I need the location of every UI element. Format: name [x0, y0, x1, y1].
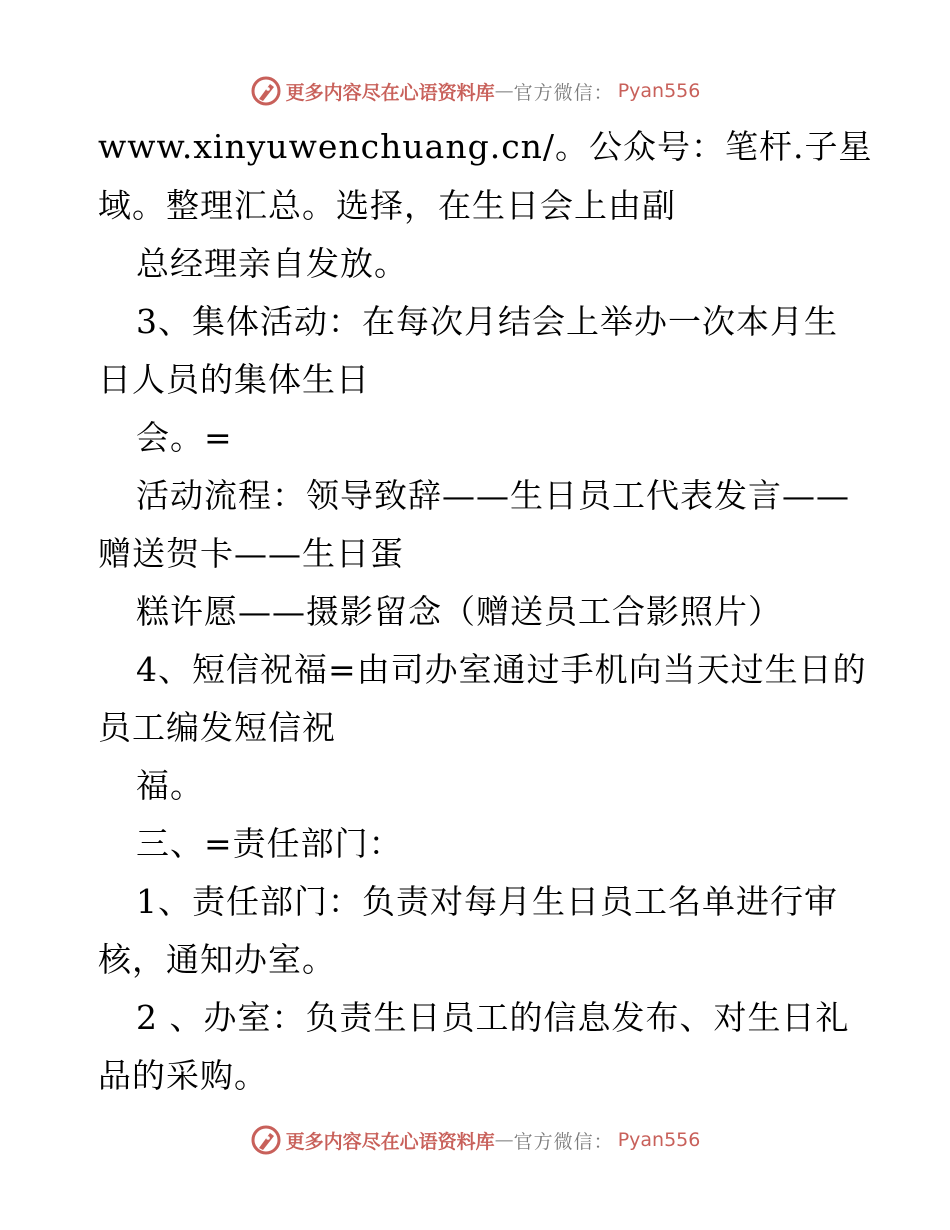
body-line: 总经理亲自发放。: [136, 244, 408, 283]
body-line: 福。: [136, 766, 204, 805]
body-line: www.xinyuwenchuang.cn/。公众号：笔杆.子星: [98, 127, 873, 166]
pen-nib-logo-icon: [250, 1124, 282, 1156]
header-brand-text: 更多内容尽在心语资料库: [285, 81, 495, 104]
footer-wechat-id: Pyan556: [617, 1129, 701, 1151]
body-line: 核，通知办室。: [98, 940, 336, 979]
body-line: 员工编发短信祝: [98, 708, 336, 747]
header-separator: —: [494, 80, 514, 102]
body-line: 糕许愿——摄影留念（赠送员工合影照片）: [136, 592, 782, 631]
body-line: 1、责任部门：负责对每月生日员工名单进行审: [136, 882, 838, 921]
body-line: 3、集体活动：在每次月结会上举办一次本月生: [136, 302, 838, 341]
body-line: 会。=: [136, 418, 233, 457]
footer-banner: [0, 1120, 950, 1160]
header-wechat-label: 官方微信：: [513, 81, 614, 104]
header-wechat-id: Pyan556: [617, 80, 701, 102]
body-line: 活动流程：领导致辞——生日员工代表发言——: [136, 476, 850, 515]
body-line: 域。整理汇总。选择，在生日会上由副: [98, 186, 676, 225]
footer-brand-text: 更多内容尽在心语资料库: [285, 1130, 495, 1153]
body-line: 品的采购。: [98, 1056, 268, 1095]
body-line: 日人员的集体生日: [98, 360, 370, 399]
body-line: 三、=责任部门：: [136, 824, 403, 863]
body-line: 赠送贺卡——生日蛋: [98, 534, 404, 573]
footer-separator: —: [494, 1129, 514, 1151]
footer-wechat-label: 官方微信：: [513, 1130, 614, 1153]
body-line: 2 、办室：负责生日员工的信息发布、对生日礼: [136, 998, 850, 1037]
body-line: 4、短信祝福=由司办室通过手机向当天过生日的: [136, 650, 867, 689]
